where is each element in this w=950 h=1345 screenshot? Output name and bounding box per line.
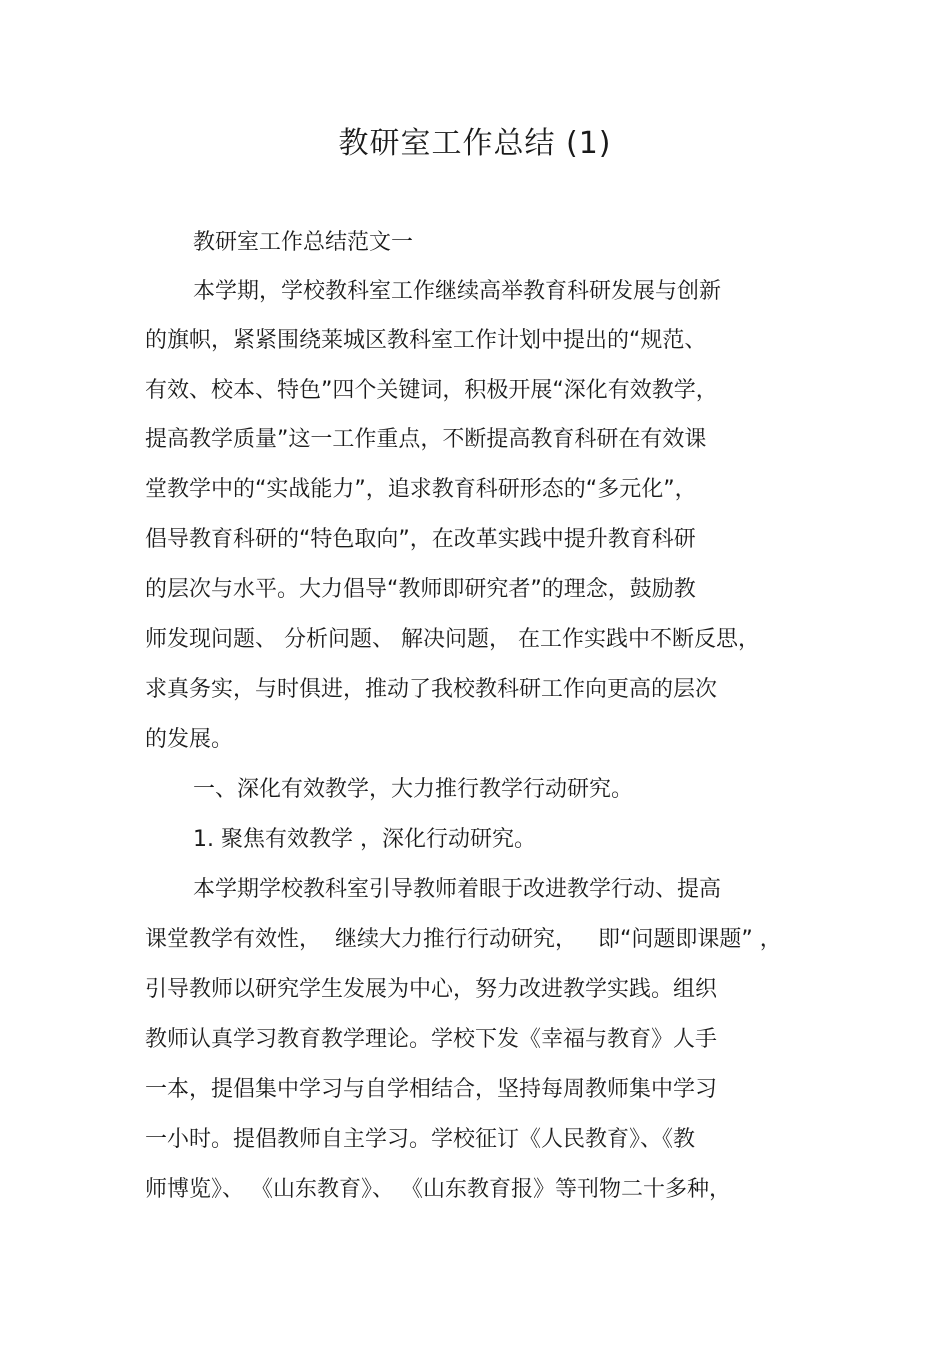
document-title: 教研室工作总结 (1): [338, 126, 612, 161]
paragraph-line: 一本，提倡集中学习与自学相结合，坚持每周教师集中学习: [145, 1077, 718, 1102]
paragraph-line: 本学期学校教科室引导教师着眼于改进教学行动、提高: [193, 877, 722, 902]
paragraph-line: 引导教师以研究学生发展为中心，努力改进教学实践。组织: [145, 977, 718, 1002]
paragraph-line: 的发展。: [145, 727, 234, 752]
paragraph-line: 一小时。提倡教师自主学习。学校征订《人民教育》、《教: [145, 1127, 696, 1152]
paragraph-line: 师博览》、 《山东教育》、 《山东教育报》等刊物二十多种，: [145, 1177, 731, 1202]
paragraph-line: 的层次与水平。大力倡导“教师即研究者”的理念，鼓励教: [145, 577, 696, 602]
paragraph-line: 本学期，学校教科室工作继续高举教育科研发展与创新: [193, 279, 722, 304]
paragraph-line: 师发现问题、 分析问题、 解决问题， 在工作实践中不断反思，: [145, 627, 760, 652]
section-heading: 一、深化有效教学，大力推行教学行动研究。: [193, 777, 634, 802]
paragraph-line: 倡导教育科研的“特色取向”，在改革实践中提升教育科研: [145, 527, 696, 552]
paragraph-line: 求真务实，与时俱进，推动了我校教科研工作向更高的层次: [145, 677, 718, 702]
paragraph-line: 教师认真学习教育教学理论。学校下发《幸福与教育》人手: [145, 1027, 718, 1052]
subtitle-line: 教研室工作总结范文一: [193, 230, 414, 255]
paragraph-line: 提高教学质量”这一工作重点，不断提高教育科研在有效课: [145, 427, 707, 452]
paragraph-line: 的旗帜，紧紧围绕莱城区教科室工作计划中提出的“规范、: [145, 328, 707, 353]
subsection-heading: 1. 聚焦有效教学 ，深化行动研究。: [193, 827, 536, 852]
paragraph-line: 堂教学中的“实战能力”，追求教育科研形态的“多元化”，: [145, 477, 697, 502]
paragraph-line: 有效、校本、特色”四个关键词，积极开展“深化有效教学，: [145, 378, 718, 403]
paragraph-line: 课堂教学有效性， 继续大力推行行动研究， 即“问题即课题” ，: [145, 927, 782, 952]
